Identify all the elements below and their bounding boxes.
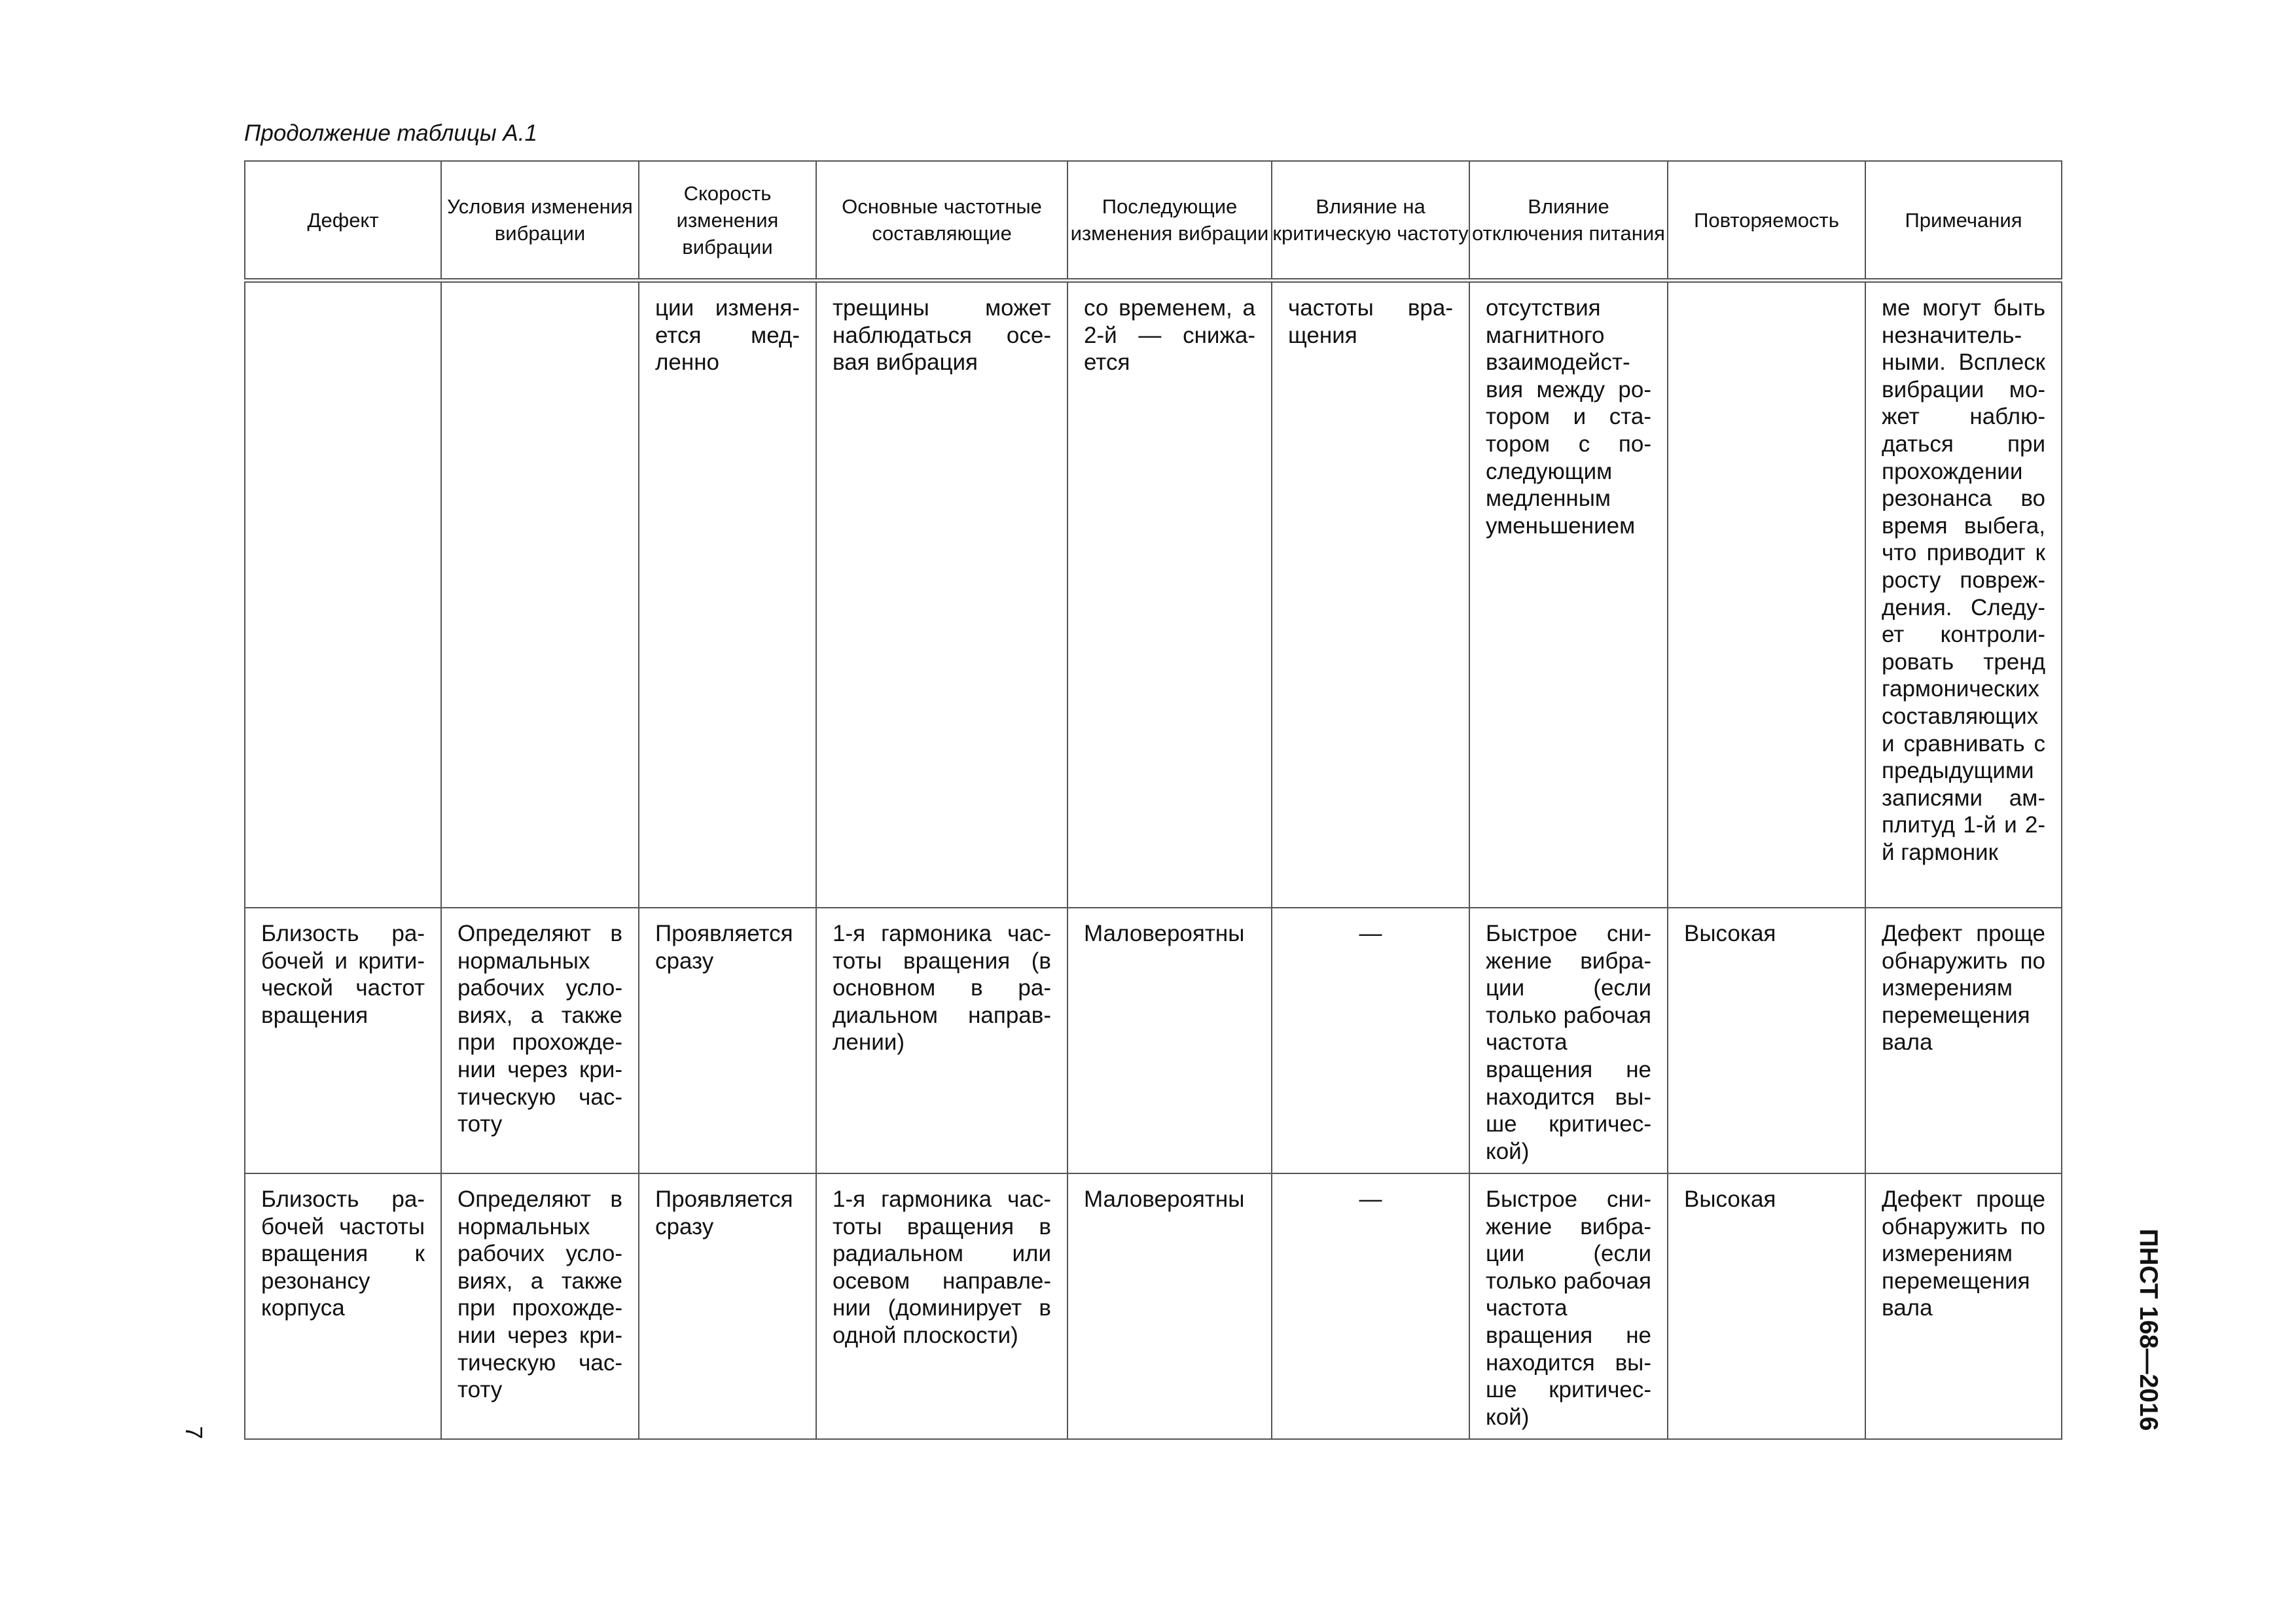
cell-frequencies: 1-я гармоника частоты вращения в радиальном или осевом направлении (доминирует в одной плоскости) — [816, 1173, 1067, 1439]
cell-speed: Проявляется сразу — [639, 908, 816, 1173]
defect-table — [244, 160, 2062, 1440]
cell-critical: — — [1272, 908, 1469, 1173]
document-code-text: ПНСТ 168—2016 — [2134, 1228, 2162, 1431]
cell-repeatability — [1668, 281, 1865, 908]
column-header-subsequent: Последующие изменения вибрации — [1067, 161, 1272, 281]
cell-subsequent: Маловероятны — [1067, 908, 1272, 1173]
cell-notes: Дефект проще обнаружить по измерениям перемещения вала — [1865, 1173, 2062, 1439]
cell-notes: ме могут быть незначительными. Всплеск вибрации может наблюдаться при прохождении резонанса во время выбега, что приводит к росту повреждения. Следует контролировать тренд гармонических составляющих и сравнивать с предыдущими записями амплитуд 1-й и 2-й гармоник — [1865, 281, 2062, 908]
cell-defect: Близость рабочей и критической частот вращения — [245, 908, 441, 1173]
column-header-conditions: Условия изменения вибрации — [441, 161, 639, 281]
cell-subsequent: Маловероятны — [1067, 1173, 1272, 1439]
cell-critical: — — [1272, 1173, 1469, 1439]
header-row — [245, 161, 2062, 281]
table-row — [245, 1173, 2062, 1439]
column-header-notes: Примечания — [1865, 161, 2062, 281]
page-number: 7 — [181, 1425, 208, 1440]
cell-power-off: отсутствия магнитного взаимодействия между ротором и статором с последующим медленным уменьшением — [1469, 281, 1668, 908]
cell-defect — [245, 281, 441, 908]
cell-power-off: Быстрое снижение вибрации (если только рабочая частота вращения не находится выше критической) — [1469, 1173, 1668, 1439]
column-header-critical: Влияние на критическую частоту — [1272, 161, 1469, 281]
column-header-power-off: Влияние отключения питания — [1469, 161, 1668, 281]
cell-defect: Близость рабочей частоты вращения к резонансу корпуса — [245, 1173, 441, 1439]
column-header-frequencies: Основные частотные составляющие — [816, 161, 1067, 281]
column-header-defect: Дефект — [245, 161, 441, 281]
cell-frequencies: трещины может наблюдаться осевая вибрация — [816, 281, 1067, 908]
cell-subsequent: со временем, а 2-й — снижается — [1067, 281, 1272, 908]
cell-repeatability: Высокая — [1668, 908, 1865, 1173]
cell-conditions: Определяют в нормальных рабочих условиях, а также при прохождении через критическую частоту — [441, 908, 639, 1173]
column-header-repeatability: Повторяемость — [1668, 161, 1865, 281]
table-row — [245, 908, 2062, 1173]
table-row — [245, 281, 2062, 908]
cell-conditions — [441, 281, 639, 908]
column-header-speed: Скорость изменения вибрации — [639, 161, 816, 281]
cell-repeatability: Высокая — [1668, 1173, 1865, 1439]
cell-notes: Дефект проще обнаружить по измерениям перемещения вала — [1865, 908, 2062, 1173]
cell-critical: частоты вращения — [1272, 281, 1469, 908]
cell-speed: Проявляется сразу — [639, 1173, 816, 1439]
document-code — [2135, 1217, 2161, 1440]
table-caption: Продолжение таблицы А.1 — [244, 120, 537, 146]
cell-speed: ции изменяется медленно — [639, 281, 816, 908]
cell-power-off: Быстрое снижение вибрации (если только рабочая частота вращения не находится выше критической) — [1469, 908, 1668, 1173]
cell-conditions: Определяют в нормальных рабочих условиях, а также при прохождении через критическую частоту — [441, 1173, 639, 1439]
cell-frequencies: 1-я гармоника частоты вращения (в основном в радиальном направлении) — [816, 908, 1067, 1173]
